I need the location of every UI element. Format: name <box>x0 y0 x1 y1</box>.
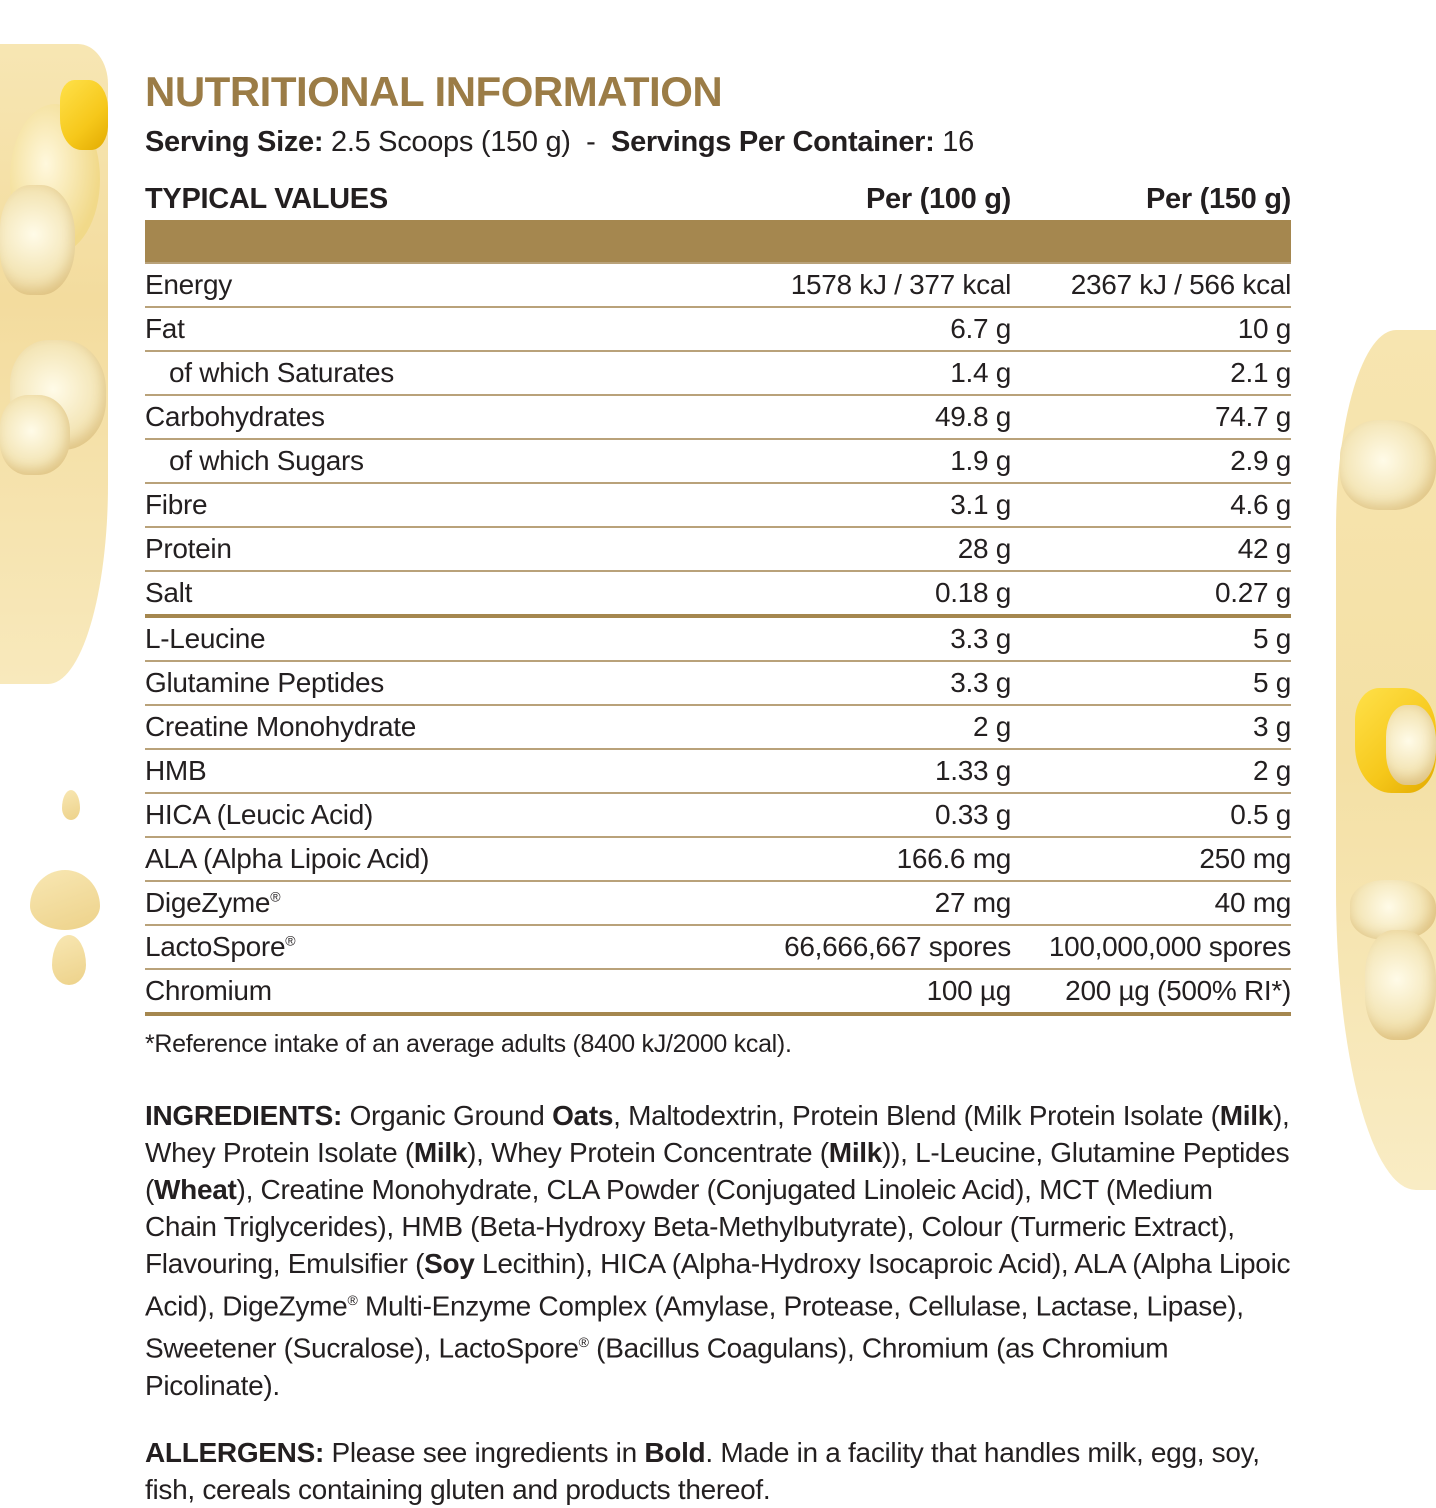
nutrient-name <box>145 881 705 925</box>
value-per-100g: 28 g <box>705 527 1011 571</box>
banana-slice-decoration <box>1340 420 1436 510</box>
nutrient-name: Fat <box>145 307 705 351</box>
value-per-150g: 250 mg <box>1011 837 1291 881</box>
nutrient-name: ALA (Alpha Lipoic Acid) <box>145 837 705 881</box>
table-row <box>145 395 1291 439</box>
ingredients-text: ), Whey Protein Concentrate ( <box>467 1137 829 1168</box>
serving-size-value: 2.5 Scoops (150 g) <box>330 126 571 158</box>
nutrient-name: Fibre <box>145 483 705 527</box>
table-row <box>145 527 1291 571</box>
value-per-100g: 1578 kJ / 377 kcal <box>705 263 1011 307</box>
table-row <box>145 925 1291 969</box>
table-row <box>145 571 1291 616</box>
table-row <box>145 616 1291 661</box>
allergen-highlight: Milk <box>1219 1100 1273 1131</box>
allergens-text: Please see ingredients in <box>324 1436 645 1468</box>
serving-separator: - <box>586 126 596 158</box>
value-per-100g: 27 mg <box>705 881 1011 925</box>
banana-slice-decoration <box>1365 930 1436 1040</box>
banana-slice-decoration <box>0 395 70 475</box>
ingredients-text: )), L-Leucine, Glutamine Peptides ( <box>145 1137 1290 1205</box>
value-per-150g: 3 g <box>1011 705 1291 749</box>
table-row <box>145 351 1291 395</box>
table-row <box>145 969 1291 1014</box>
table-row <box>145 837 1291 881</box>
ingredients-text: Lecithin), HICA (Alpha-Hydroxy Isocaproic Acid), ALA (Alpha Lipoic Acid), DigeZyme <box>145 1248 1291 1322</box>
table-row <box>145 439 1291 483</box>
value-per-100g: 2 g <box>705 705 1011 749</box>
nutrient-name: Energy <box>145 263 705 307</box>
page-title: NUTRITIONAL INFORMATION <box>145 68 723 115</box>
column-header-per-150g: Per (150 g) <box>1146 182 1291 215</box>
nutrition-panel <box>145 60 1291 1508</box>
nutrient-name: HICA (Leucic Acid) <box>145 793 705 837</box>
value-per-150g: 100,000,000 spores <box>1011 925 1291 969</box>
value-per-100g: 49.8 g <box>705 395 1011 439</box>
value-per-150g: 0.27 g <box>1011 571 1291 616</box>
servings-per-container-label: Servings Per Container: <box>611 126 935 158</box>
value-per-150g: 74.7 g <box>1011 395 1291 439</box>
nutrient-name: L-Leucine <box>145 616 705 661</box>
table-header-row <box>145 178 1291 220</box>
ingredients-text: ), Whey Protein Isolate ( <box>145 1100 1290 1168</box>
column-header-typical-values: TYPICAL VALUES <box>145 182 388 215</box>
ingredients-label: INGREDIENTS: <box>145 1100 343 1131</box>
milk-drop-decoration <box>52 935 86 985</box>
value-per-100g: 3.3 g <box>705 661 1011 705</box>
table-row <box>145 705 1291 749</box>
value-per-100g: 100 µg <box>705 969 1011 1014</box>
nutrient-name: Carbohydrates <box>145 395 705 439</box>
table-row <box>145 661 1291 705</box>
value-per-100g: 1.33 g <box>705 749 1011 793</box>
allergen-highlight: Wheat <box>154 1174 237 1205</box>
reference-intake-footnote: *Reference intake of an average adults (8400 kJ/2000 kcal). <box>145 1030 792 1058</box>
value-per-100g: 1.4 g <box>705 351 1011 395</box>
value-per-150g: 2.1 g <box>1011 351 1291 395</box>
value-per-150g: 5 g <box>1011 616 1291 661</box>
banana-piece-decoration <box>60 80 108 150</box>
registered-mark: ® <box>578 1334 589 1351</box>
value-per-150g: 0.5 g <box>1011 793 1291 837</box>
table-row <box>145 307 1291 351</box>
nutrient-name: Glutamine Peptides <box>145 661 705 705</box>
registered-mark: ® <box>285 932 296 949</box>
serving-info <box>145 122 1291 162</box>
table-row <box>145 749 1291 793</box>
table-row <box>145 793 1291 837</box>
value-per-150g: 10 g <box>1011 307 1291 351</box>
allergen-highlight: Oats <box>552 1100 614 1131</box>
nutrient-name: Chromium <box>145 969 705 1014</box>
milk-drop-decoration <box>30 870 100 930</box>
allergen-highlight: Milk <box>413 1137 468 1168</box>
table-row <box>145 263 1291 307</box>
ingredients-text: Organic Ground <box>349 1100 553 1131</box>
ingredients-text: ), Creatine Monohydrate, CLA Powder (Conjugated Linoleic Acid), MCT (Medium Chain Triglycerides), HMB (Beta-Hydroxy Beta-Methylbutyrate), Colour (Turmeric Extract), Flavouring, Emulsifier ( <box>145 1174 1235 1279</box>
value-per-150g: 42 g <box>1011 527 1291 571</box>
allergens-text: . Made in a facility that handles milk, egg, soy, fish, cereals containing gluten and products thereof. <box>145 1436 1260 1505</box>
table-row <box>145 483 1291 527</box>
column-header-per-100g: Per (100 g) <box>866 182 1011 215</box>
value-per-100g: 66,666,667 spores <box>705 925 1011 969</box>
milk-drop-decoration <box>62 790 80 820</box>
value-per-150g: 200 µg (500% RI*) <box>1011 969 1291 1014</box>
nutrient-name: of which Sugars <box>145 439 705 483</box>
allergen-highlight: Milk <box>828 1137 883 1168</box>
nutrient-name: Creatine Monohydrate <box>145 705 705 749</box>
value-per-150g: 40 mg <box>1011 881 1291 925</box>
banana-slice-decoration <box>0 185 75 295</box>
allergens-label: ALLERGENS: <box>145 1436 325 1468</box>
allergen-highlight: Soy <box>424 1248 475 1279</box>
nutrient-name: Salt <box>145 571 705 616</box>
ingredients-text: (Bacillus Coagulans), Chromium (as Chromium Picolinate). <box>145 1332 1169 1401</box>
value-per-100g: 1.9 g <box>705 439 1011 483</box>
allergens-paragraph <box>145 1434 1291 1508</box>
value-per-100g: 0.18 g <box>705 571 1011 616</box>
value-per-100g: 3.1 g <box>705 483 1011 527</box>
ingredients-text: , Maltodextrin, Protein Blend (Milk Protein Isolate ( <box>613 1100 1220 1131</box>
registered-mark: ® <box>347 1292 358 1308</box>
value-per-150g: 2 g <box>1011 749 1291 793</box>
registered-mark: ® <box>270 888 281 905</box>
banana-slice-decoration <box>1386 705 1436 785</box>
ingredients-paragraph <box>145 1097 1291 1404</box>
value-per-100g: 3.3 g <box>705 616 1011 661</box>
servings-per-container-value: 16 <box>942 126 974 158</box>
ingredients-text: Multi-Enzyme Complex (Amylase, Protease, Cellulase, Lactase, Lipase), Sweetener (Sucralose), LactoSpore <box>145 1290 1244 1364</box>
value-per-100g: 166.6 mg <box>705 837 1011 881</box>
serving-size-label: Serving Size: <box>145 126 324 158</box>
nutrient-name-text: DigeZyme <box>145 887 271 918</box>
nutrient-name <box>145 925 705 969</box>
nutrition-table <box>145 178 1291 1016</box>
value-per-150g: 4.6 g <box>1011 483 1291 527</box>
nutrient-name-text: LactoSpore <box>145 931 286 962</box>
allergens-bold-word: Bold <box>644 1436 706 1468</box>
value-per-100g: 6.7 g <box>705 307 1011 351</box>
value-per-150g: 2.9 g <box>1011 439 1291 483</box>
value-per-150g: 5 g <box>1011 661 1291 705</box>
nutrient-name: HMB <box>145 749 705 793</box>
value-per-100g: 0.33 g <box>705 793 1011 837</box>
value-per-150g: 2367 kJ / 566 kcal <box>1011 263 1291 307</box>
header-rule <box>145 220 1291 263</box>
nutrient-name: of which Saturates <box>145 351 705 395</box>
nutrient-name: Protein <box>145 527 705 571</box>
table-row <box>145 881 1291 925</box>
